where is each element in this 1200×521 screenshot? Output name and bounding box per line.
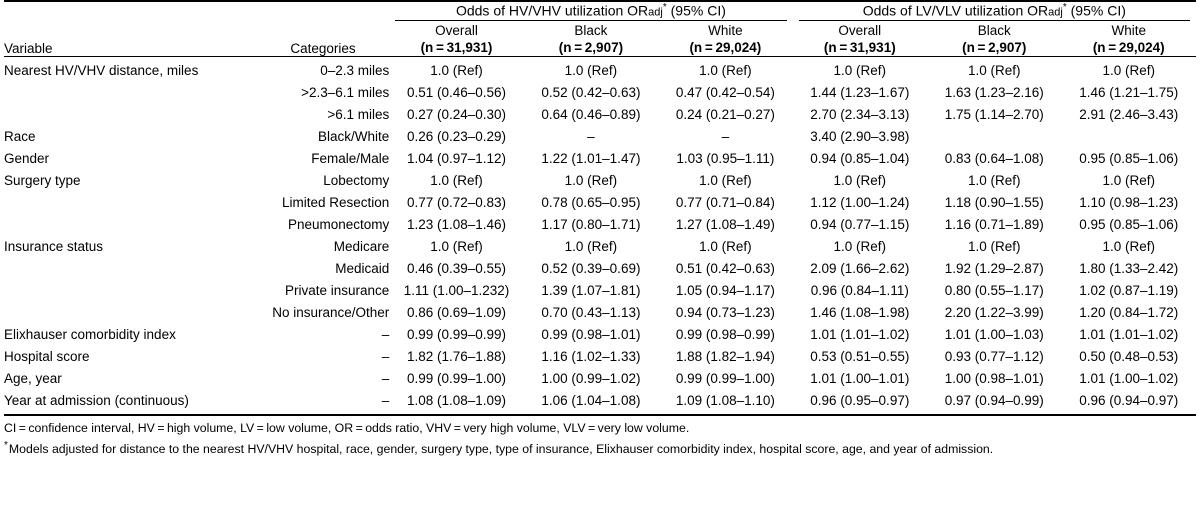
row-value: 1.17 (0.80–1.71) <box>541 216 641 232</box>
row-value: 1.20 (0.84–1.72) <box>1079 304 1179 320</box>
row-value: 1.12 (1.00–1.24) <box>810 194 910 210</box>
column-header-hv-overall-n: (n = 31,931) <box>420 39 493 55</box>
group-header-lv <box>793 1 1196 23</box>
table-body <box>4 57 1196 412</box>
row-value: 1.00 (0.99–1.02) <box>541 370 641 386</box>
row-value: 2.09 (1.66–2.62) <box>810 260 910 276</box>
odds-ratio-table <box>4 0 1196 411</box>
group-header-hv <box>389 1 792 23</box>
row-value: 1.22 (1.01–1.47) <box>541 150 641 166</box>
row-value: 1.82 (1.76–1.88) <box>406 348 507 364</box>
row-category: 0–2.3 miles <box>257 57 389 82</box>
row-value: 1.23 (1.08–1.46) <box>406 216 507 232</box>
row-value: 0.95 (0.85–1.06) <box>1079 216 1179 232</box>
table-row <box>4 301 1196 323</box>
row-value: 0.94 (0.77–1.15) <box>810 216 910 232</box>
row-value: 1.0 (Ref) <box>699 238 752 254</box>
row-variable <box>4 279 257 301</box>
group-header-lv-sub: adj <box>1048 6 1063 19</box>
column-header-hv-white-n: (n = 29,024) <box>689 39 762 55</box>
table-header <box>4 1 1196 57</box>
group-header-hv-sub: adj <box>648 6 663 19</box>
table-row <box>4 345 1196 367</box>
row-variable <box>4 257 257 279</box>
group-header-lv-star: * <box>1062 2 1067 13</box>
column-header-hv-white-label: White <box>708 22 743 38</box>
row-category: – <box>381 348 390 364</box>
column-header-lv-overall <box>793 23 927 57</box>
row-variable: Elixhauser comorbidity index <box>4 326 176 342</box>
footnote-star-line <box>4 438 1196 459</box>
row-value: 1.39 (1.07–1.81) <box>541 282 641 298</box>
group-header-lv-rule <box>799 19 1190 21</box>
row-category: – <box>381 370 390 386</box>
column-header-hv-white <box>658 23 792 57</box>
row-value: 1.46 (1.21–1.75) <box>1079 84 1179 100</box>
column-header-hv-black-label: Black <box>574 22 608 38</box>
row-value: 0.26 (0.23–0.29) <box>406 128 507 144</box>
row-category: Female/Male <box>311 150 390 166</box>
column-header-lv-black <box>927 23 1061 57</box>
row-value: 1.0 (Ref) <box>564 172 618 188</box>
row-variable <box>4 103 257 125</box>
row-value: 0.80 (0.55–1.17) <box>944 282 1044 298</box>
column-header-hv-overall <box>389 23 523 57</box>
row-value: 1.0 (Ref) <box>524 57 658 82</box>
row-value: 0.47 (0.42–0.54) <box>675 84 775 100</box>
row-value: 1.01 (1.01–1.02) <box>810 326 910 342</box>
row-value: 1.0 (Ref) <box>927 57 1061 82</box>
row-value: 0.99 (0.98–1.01) <box>541 326 641 342</box>
row-value: 0.97 (0.94–0.99) <box>944 392 1044 408</box>
row-category: Pneumonectomy <box>287 216 390 232</box>
row-value: 1.01 (1.00–1.02) <box>1079 370 1179 386</box>
table-footnotes <box>4 414 1196 458</box>
column-header-categories: Categories <box>290 41 356 57</box>
row-value: 0.52 (0.39–0.69) <box>541 260 641 276</box>
row-variable: Year at admission (continuous) <box>4 392 189 408</box>
group-header-row <box>4 1 1196 23</box>
row-value: 0.99 (0.99–1.00) <box>675 370 775 386</box>
column-header-variable: Variable <box>4 41 53 57</box>
row-value: 0.46 (0.39–0.55) <box>406 260 507 276</box>
column-header-row <box>4 23 1196 57</box>
row-value: 1.63 (1.23–2.16) <box>944 84 1044 100</box>
row-variable: Age, year <box>4 370 62 386</box>
row-value: 0.27 (0.24–0.30) <box>406 106 507 122</box>
table-row <box>4 389 1196 411</box>
row-value: 1.0 (Ref) <box>389 57 523 82</box>
table-row <box>4 103 1196 125</box>
row-variable <box>4 301 257 323</box>
group-header-hv-ci: (95% CI) <box>670 2 726 19</box>
group-header-hv-label: Odds of HV/VHV utilization OR <box>455 2 649 19</box>
column-header-lv-overall-label: Overall <box>838 22 882 38</box>
row-variable: Surgery type <box>4 172 81 188</box>
table-row <box>4 235 1196 257</box>
row-category: – <box>381 392 390 408</box>
row-value: 1.18 (0.90–1.55) <box>944 194 1044 210</box>
row-value: 0.52 (0.42–0.63) <box>541 84 641 100</box>
row-value: 0.96 (0.84–1.11) <box>810 282 909 298</box>
row-value: 1.01 (1.01–1.02) <box>1079 326 1179 342</box>
row-variable <box>4 213 257 235</box>
row-value: 0.95 (0.85–1.06) <box>1079 150 1179 166</box>
row-category: No insurance/Other <box>272 304 390 320</box>
row-value: 1.46 (1.08–1.98) <box>810 304 910 320</box>
row-value: 1.75 (1.14–2.70) <box>944 106 1044 122</box>
row-value: 1.11 (1.00–1.232) <box>403 282 510 298</box>
row-value: 1.06 (1.04–1.08) <box>541 392 641 408</box>
table-row <box>4 213 1196 235</box>
row-value: 1.0 (Ref) <box>1061 57 1196 82</box>
row-value <box>927 125 1061 147</box>
column-header-hv-black <box>524 23 658 57</box>
row-category: Private insurance <box>284 282 390 298</box>
row-value: – <box>721 128 730 144</box>
row-value: 2.20 (1.22–3.99) <box>944 304 1044 320</box>
row-category: Medicare <box>333 238 390 254</box>
row-value: 2.91 (2.46–3.43) <box>1079 106 1179 122</box>
row-value: 1.05 (0.94–1.17) <box>675 282 775 298</box>
column-header-lv-overall-n: (n = 31,931) <box>823 39 896 55</box>
row-value: 0.77 (0.72–0.83) <box>406 194 507 210</box>
row-value: 0.51 (0.42–0.63) <box>675 260 775 276</box>
row-value: 1.88 (1.82–1.94) <box>675 348 775 364</box>
row-value: 0.99 (0.99–0.99) <box>406 326 507 342</box>
row-variable: Gender <box>4 150 50 166</box>
row-value: 1.16 (0.71–1.89) <box>944 216 1044 232</box>
table-row <box>4 279 1196 301</box>
table-row <box>4 125 1196 147</box>
row-value: 1.04 (0.97–1.12) <box>406 150 507 166</box>
row-value: 2.70 (2.34–3.13) <box>810 106 910 122</box>
table-row <box>4 257 1196 279</box>
row-value: 0.96 (0.94–0.97) <box>1079 392 1179 408</box>
row-value: 1.0 (Ref) <box>793 57 927 82</box>
row-value: 0.78 (0.65–0.95) <box>541 194 641 210</box>
row-value: 1.0 (Ref) <box>967 238 1021 254</box>
table-row <box>4 147 1196 169</box>
group-header-hv-star: * <box>662 2 667 13</box>
column-header-lv-black-label: Black <box>977 22 1011 38</box>
row-value: 0.24 (0.21–0.27) <box>675 106 775 122</box>
row-category: – <box>381 326 390 342</box>
footnote-star-text: Models adjusted for distance to the nearest HV/VHV hospital, race, gender, surgery type, type of insurance, Elixhauser comorbidity index, hospital score, age, and year of admission. <box>8 441 994 456</box>
row-variable: Race <box>4 128 36 144</box>
column-header-lv-white <box>1061 23 1196 57</box>
row-category: >2.3–6.1 miles <box>301 84 390 100</box>
row-value: 1.0 (Ref) <box>1102 172 1155 188</box>
row-value: 1.0 (Ref) <box>1102 238 1155 254</box>
column-header-lv-white-n: (n = 29,024) <box>1092 39 1165 55</box>
row-category: >6.1 miles <box>327 106 390 122</box>
row-variable <box>4 81 257 103</box>
row-value: 0.94 (0.73–1.23) <box>675 304 775 320</box>
row-value: 1.0 (Ref) <box>699 172 752 188</box>
row-value: 1.01 (1.00–1.03) <box>944 326 1044 342</box>
footnote-star-marker: * <box>4 439 8 451</box>
row-value: 0.94 (0.85–1.04) <box>810 150 910 166</box>
row-value: 0.64 (0.46–0.89) <box>541 106 641 122</box>
row-value: 1.00 (0.98–1.01) <box>944 370 1044 386</box>
row-value: 0.50 (0.48–0.53) <box>1079 348 1179 364</box>
row-value: 1.16 (1.02–1.33) <box>541 348 641 364</box>
row-value: 1.92 (1.29–2.87) <box>944 260 1044 276</box>
row-value: 1.09 (1.08–1.10) <box>675 392 775 408</box>
row-variable: Insurance status <box>4 238 104 254</box>
row-value: 1.0 (Ref) <box>564 238 618 254</box>
row-value: 1.0 (Ref) <box>833 238 887 254</box>
group-header-spacer <box>4 1 389 23</box>
row-value: 1.08 (1.08–1.09) <box>406 392 507 408</box>
column-header-hv-overall-label: Overall <box>435 22 478 38</box>
group-header-hv-rule <box>395 19 786 21</box>
table-row <box>4 367 1196 389</box>
row-value: 0.77 (0.71–0.84) <box>675 194 775 210</box>
row-value: 1.01 (1.00–1.01) <box>810 370 910 386</box>
row-value <box>1061 125 1196 147</box>
column-header-lv-black-n: (n = 2,907) <box>962 39 1027 55</box>
table-row <box>4 57 1196 82</box>
row-value: 1.02 (0.87–1.19) <box>1079 282 1179 298</box>
row-value: 0.93 (0.77–1.12) <box>944 348 1044 364</box>
group-header-lv-ci: (95% CI) <box>1070 2 1126 19</box>
row-category: Limited Resection <box>281 194 390 210</box>
row-value: 1.80 (1.33–2.42) <box>1079 260 1179 276</box>
row-value: 1.0 (Ref) <box>967 172 1021 188</box>
table-row <box>4 191 1196 213</box>
row-value: 1.0 (Ref) <box>430 238 483 254</box>
row-value: 1.44 (1.23–1.67) <box>810 84 910 100</box>
row-value: 0.86 (0.69–1.09) <box>406 304 507 320</box>
row-variable: Nearest HV/VHV distance, miles <box>4 57 257 82</box>
row-value: 1.27 (1.08–1.49) <box>675 216 775 232</box>
row-value: 0.83 (0.64–1.08) <box>944 150 1044 166</box>
row-value: 1.03 (0.95–1.11) <box>676 150 775 166</box>
footnote-abbreviations: CI = confidence interval, HV = high volume, LV = low volume, OR = odds ratio, VHV = very high volume, VLV = very low volume. <box>4 421 690 436</box>
row-value: 0.96 (0.95–0.97) <box>810 392 910 408</box>
row-variable <box>4 191 257 213</box>
column-header-lv-white-label: White <box>1111 22 1146 38</box>
table-row <box>4 169 1196 191</box>
row-value: 3.40 (2.90–3.98) <box>810 128 910 144</box>
row-value: 1.10 (0.98–1.23) <box>1079 194 1179 210</box>
row-value: – <box>587 128 595 144</box>
row-value: 1.0 (Ref) <box>658 57 792 82</box>
row-variable: Hospital score <box>4 348 90 364</box>
row-value: 0.99 (0.98–0.99) <box>675 326 775 342</box>
row-category: Lobectomy <box>323 172 390 188</box>
row-value: 0.51 (0.46–0.56) <box>406 84 507 100</box>
row-value: 0.53 (0.51–0.55) <box>810 348 910 364</box>
row-category: Medicaid <box>335 260 390 276</box>
table-row <box>4 81 1196 103</box>
row-value: 0.99 (0.99–1.00) <box>406 370 507 386</box>
group-header-lv-label: Odds of LV/VLV utilization OR <box>862 2 1049 19</box>
row-value: 1.0 (Ref) <box>833 172 887 188</box>
column-header-hv-black-n: (n = 2,907) <box>558 39 624 55</box>
row-category: Black/White <box>317 128 390 144</box>
row-value: 1.0 (Ref) <box>430 172 483 188</box>
row-value: 0.70 (0.43–1.13) <box>541 304 641 320</box>
table-row <box>4 323 1196 345</box>
